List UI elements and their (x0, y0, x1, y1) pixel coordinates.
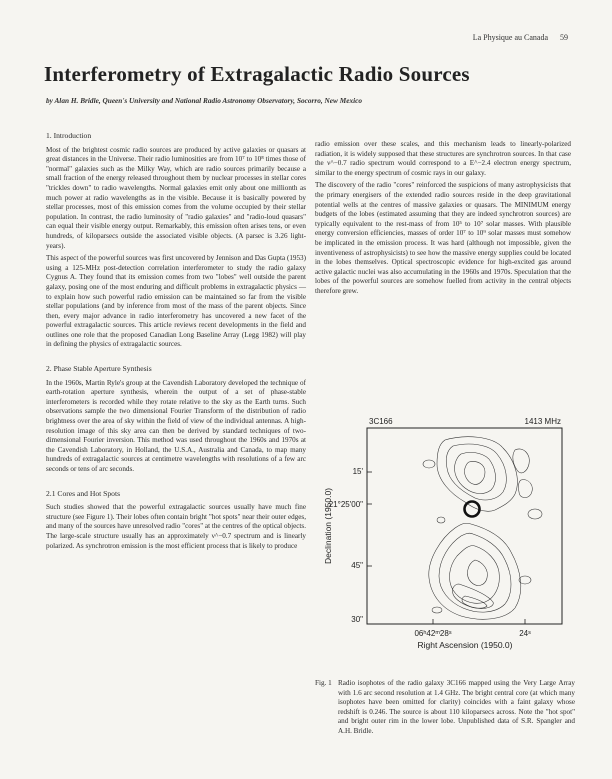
right-column (315, 140, 571, 300)
paragraph: radio emission over these scales, and this mechanism leads to linearly-polarized radiation, it is widely supposed that these structures are synchrotron sources. In that case the ν^−0.7 radio spectrum would correspond to a E^−2.4 electron energy spectrum, similar to the energy spectrum of cosmic rays in our galaxy. (315, 140, 571, 177)
paragraph: This aspect of the powerful sources was first uncovered by Jennison and Das Gupta (1953) using a 125-MHz post-detection correlation interferometer to study the radio galaxy Cygnus A. They found that its emission comes from two "lobes" well outside the parent galaxy, posing one of the most enduring and difficult problems in extragalactic physics — to explain how such powerful radio emission can be maintained so far from the visible stellar populations (and by inference from most of the mass of the parent objects. Since then, every major advance in radio interferometry has uncovered a new facet of the powerful extragalactic sources. This article reviews recent developments in the field and outlines one role that the proposed Canadian Long Baseline Array (Legg 1982) will play in defining the physics of extragalactic sources. (46, 254, 306, 349)
paragraph: Most of the brightest cosmic radio sources are produced by active galaxies or quasars at great distances in the Universe. Their radio luminosities are from 10⁷ to 10⁸ times those of "normal" galaxies such as the Milky Way, which are radio sources primarily because a small fraction of the energy released throughout them by nuclear processes in stellar cores "trickles down" to radio wavelengths. Normal galaxies emit only about one millionth as much power at radio wavelengths as in the visible. Because it is basically powered by stellar processes, most of this emission comes from the volume occupied by their stellar population. In contrast, the radio luminosity of "radio galaxies" and "radio-loud quasars" can equal their visible energy output. Remarkably, this emission often arises tens, or even hundreds, of kiloparsecs outside the associated visible objects. (A parsec is 3.26 light-years). (46, 145, 306, 250)
journal-name: La Physique au Canada (472, 33, 548, 42)
plot-frame (367, 428, 562, 624)
dec-tick-label: 21°25'00" (328, 500, 363, 509)
caption-text: Radio isophotes of the radio galaxy 3C166 mapped using the Very Large Array with 1.6 arc second resolution at 1.4 GHz. The bright central core (at which many isophotes have been omitted for clarity) coincides with a faint galaxy whose redshift is 0.246. The source is about 110 kiloparsecs across. Note the "hot spot" and bright outer rim in the lower lobe. Unpublished data of S.R. Spangler and A.H. Bridle. (338, 679, 575, 735)
page-number: 59 (560, 33, 568, 42)
y-axis-label: Declination (1950.0) (323, 487, 333, 565)
dec-tick-label: 15' (352, 467, 363, 476)
paragraph: Such studies showed that the powerful extragalactic sources usually have much fine structure (see Figure 1). Their lobes often contain bright "hot spots" near their outer edges, and many of the sources have unresolved radio "cores" at the centres of the optical objects. The large-scale structure usually has an approximately ν^−0.7 spectrum and is linearly polarized. As synchrotron emission is the most efficient process that is likely to produce (46, 503, 306, 550)
source-label: 3C166 (369, 417, 393, 426)
x-axis-label: Right Ascension (1950.0) (417, 640, 513, 650)
frequency-label: 1413 MHz (524, 417, 561, 426)
lower-lobe-contours (429, 523, 531, 619)
paragraph: The discovery of the radio "cores" reinforced the suspicions of many astrophysicists that the primary energisers of the extended radio sources reside in the deep gravitational potential wells at the centres of massive galaxies or quasars. The MINIMUM energy budgets of the lobes (estimated assuming that they are indeed synchrotron sources) are typically equivalent to the rest-mass of from 10⁵ to 10⁷ solar masses. With plausible energy conversion efficiencies, masses of order 10⁷ to 10⁹ solar masses must somehow be implicated in the emission process. It was hard (although not impossible, given the inventiveness of astrophysicists) to see how the massive energy supplies could be located in the lobes themselves. Optical spectroscopic evidence for high-excited gas around active galactic nuclei was also accumulating in the 1960s and 1970s. Speculation that the lobes of the powerful sources are somehow fuelled from activity in the central objects therefore grew. (315, 181, 571, 295)
paragraph: In the 1960s, Martin Ryle's group at the Cavendish Laboratory developed the technique of earth-rotation aperture synthesis, wherein the output of a set of phase-stable interferometers is recorded while they rotate relative to the sky as the Earth turns. Such observations sample the two dimensional Fourier Transform of the distribution of radio brightness over the area of sky within the field of view of the individual antennas. A high-resolution image of this sky area can then be derived by standard techniques of two-dimensional Fourier inversion. This method was used throughout the 1960s and 1970s at the Cavendish Laboratory, in Holland, the U.S.A., Australia and Canada, to map many hundreds of extragalactic sources at centimetre wavelengths with resolutions of a few arc seconds or tens of arc seconds. (46, 378, 306, 473)
left-column (46, 131, 306, 554)
article-title: Interferometry of Extragalactic Radio Sources (44, 62, 470, 86)
section-heading-cores-hot-spots: 2.1 Cores and Hot Spots (46, 488, 121, 498)
upper-lobe-contours (423, 437, 542, 523)
figure-caption (315, 679, 575, 737)
radio-map-figure (325, 410, 580, 672)
caption-label: Fig. 1 (315, 679, 332, 687)
ra-tick-label: 24ˢ (519, 629, 531, 638)
running-header (463, 33, 568, 42)
section-heading-introduction: 1. Introduction (46, 131, 92, 140)
dec-tick-label: 45" (351, 561, 363, 570)
author-byline: by Alan H. Bridle, Queen's University and National Radio Astronomy Observatory, Socorro, New Mexico (46, 96, 363, 105)
dec-tick-label: 30" (351, 615, 363, 624)
ra-tick-label: 06ʰ42ᵐ28ˢ (414, 629, 452, 638)
section-heading-aperture-synthesis: 2. Phase Stable Aperture Synthesis (46, 364, 152, 374)
